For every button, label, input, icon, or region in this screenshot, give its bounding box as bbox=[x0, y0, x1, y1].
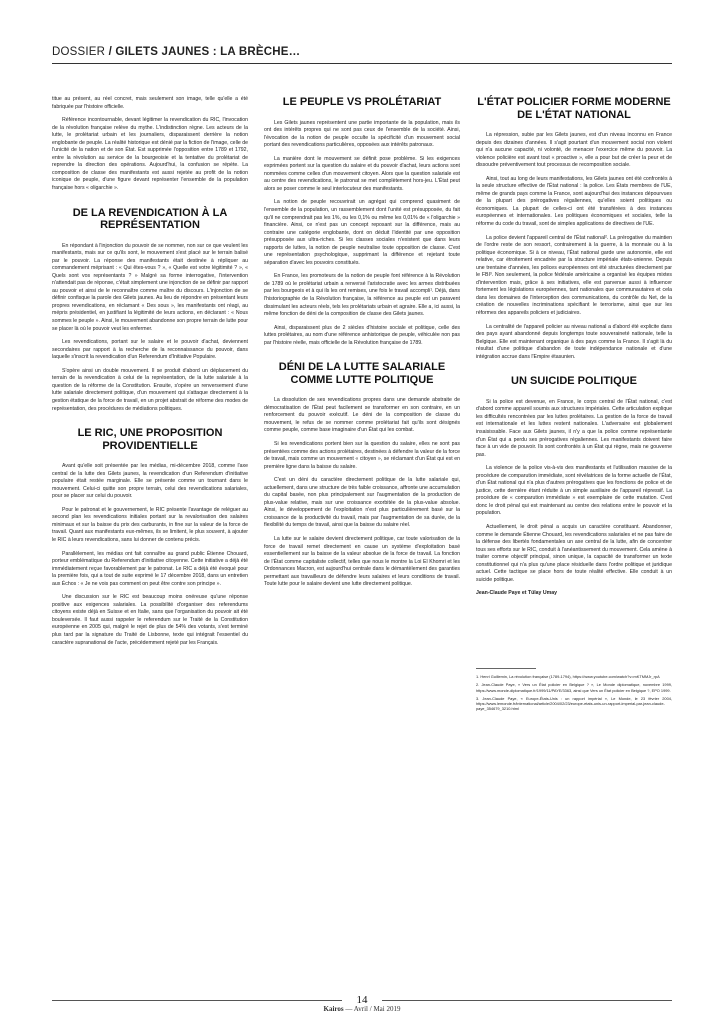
header-rule bbox=[52, 63, 672, 64]
footnote: 3. Jean-Claude Paye, « Europe-États-Unis : un rapport impérial », Le Monde, le 23 février 2004, https://www.lemonde.fr/international/article/2004/02/23/europe-etats-unis-un-rapport-imperial-par-jean-claude-paye_354679_3210.html bbox=[476, 695, 672, 712]
magazine-name: Kairos bbox=[323, 1005, 344, 1013]
paragraph: La dissolution de ses revendications propres dans une demande abstraite de démocratisation de l'État peut facilement se transformer en son contraire, en un renforcement du pouvoir exécutif. Le déni de la composition de classe du mouvement, le refus de se nommer comme prolétariat fait qu'ils sont désignés comme peuple, comme base imaginaire d'un État qui les combat. bbox=[264, 397, 460, 434]
dossier-title: GILETS JAUNES : LA BRÈCHE… bbox=[115, 46, 301, 58]
page-number: 14 bbox=[356, 994, 368, 1006]
column-1 bbox=[52, 96, 248, 653]
paragraph: La lutte sur le salaire devient directement politique, car toute valorisation de la force de travail remet directement en cause un système d'exploitation basé essentiellement sur la baisse de la valeur absolue de la force de travail. La fonction de l'État comme capitaliste collectif, telles que nous le montre la Loi El Khomri et les Ordonnances Macron, est aujourd'hui centrale dans le démantèlement des garanties permettant aux travailleurs de défendre leurs salaires et leurs conditions de travail. Toute lutte pour le salaire devient une lutte directement politique. bbox=[264, 536, 460, 588]
footnote-rule bbox=[476, 668, 536, 669]
paragraph: Actuellement, le droit pénal a acquis un caractère constituant. Abandonner, comme le demande Étienne Chouard, les revendications salariales et ne pas faire de la défense des libertés fondamentales un axe central de la lutte, afin de concentrer tous ses efforts sur le RIC, conduit à l'anéantissement du mouvement. Cela amène à traiter comme objectif principal, sinon unique, la capacité de transformer un texte constitutionnel qui n'a plus qu'une place résiduelle dans l'ordre politique et juridique actuel. Cette tactique se place hors de toute réalité effective. Elle conduit à un suicide politique. bbox=[476, 524, 672, 583]
paragraph: La police devient l'appareil central de l'État national². La prérogative du maintien de l'ordre reste de son ressort, contrairement à la guerre, à la monnaie ou à la politique économique. Si à ce niveau, l'État national garde une autonomie, elle est relative, car étroitement encadrée par la structure impériale états-unienne. Depuis une trentaine d'années, les polices européennes ont été structurées directement par le FBI³. Non seulement, la police fédérale américaine a organisé les équipes mixtes d'intervention mais, grâce à ses initiatives, elle est parvenue aussi à influencer fortement les législations européennes, tant nationales que communautaires et cela dans les domaines de l'interception des communications, du contrôle du Net, de la création de nouvelles incriminations spécifiant le terrorisme, ainsi que sur les réformes des appareils policiers et judiciaires. bbox=[476, 234, 672, 317]
section-heading-suicide: UN SUICIDE POLITIQUE bbox=[511, 375, 637, 388]
paragraph: Les Gilets jaunes représentent une partie importante de la population, mais ils ont des intérêts propres qui ne sont pas ceux de l'ensemble de la société. Ainsi, l'évocation de la notion de peuple occulte la spécificité d'un mouvement social portant des revendications particulières, opposées aux intérêts patronaux. bbox=[264, 119, 460, 149]
paragraph: Si les revendications portent bien sur la question du salaire, elles ne sont pas présentées comme des actions prolétaires, destinées à défendre la valeur de la force de travail, mais comme un mouvement « citoyen », se réclamant d'un État qui est en première ligne dans la baisse du salaire. bbox=[264, 441, 460, 470]
page-header bbox=[52, 46, 300, 58]
paragraph: Ainsi, tout au long de leurs manifestations, les Gilets jaunes ont été confrontés à la seule structure effective de l'État national : la police. Les États membres de l'UE, même de grands pays comme la France, sont aujourd'hui des instances dépourvues de la plupart des prérogatives régaliennes, qu'elles soient politiques ou économiques. La plupart de celles-ci ont été transférées à des instances européennes et internationales. Les politiques économiques et sociales, telle la réforme du code du travail, sont de simples applications de directives de l'UE. bbox=[476, 175, 672, 228]
paragraph: La répression, subie par les Gilets jaunes, est d'un niveau inconnu en France depuis des dizaines d'années. Il s'agit pourtant d'un mouvement social non violent qui n'a aucune capacité, ni volonté, de menacer l'exercice même du pouvoir. La violence policière est avant tout « proactive », elle a pour but de créer la peur et de dissoudre préventivement tout processus de recomposition sociale. bbox=[476, 132, 672, 169]
paragraph: En France, les promoteurs de la notion de peuple font référence à la Révolution de 1789 où le prolétariat urbain a renversé l'aristocratie avec les armes distribuées par les bourgeois et à qui ils les ont remises, une fois le travail accompli¹. Déjà, dans l'historiographie de la Révolution française, la référence au peuple est un paravent dissimulant les acteurs réels, tels les prolétariats urbain et agraire. Elle a, ici aussi, la même fonction de déni de la composition de classe des Gilets jaunes. bbox=[264, 273, 460, 318]
paragraph: Si la police est devenue, en France, le corps central de l'État national, c'est d'abord comme appareil soumis aux structures impériales. Cette articulation explique les difficultés rencontrées par les luttes prolétaires. La gestion de la force de travail est internationale et les luttes restent nationales. L'adversaire est globalement insaisissable. Face aux Gilets jaunes, il n'y a que la police comme représentante d'un État qui a perdu ses prérogatives régaliennes. Les manifestants doivent faire face à un vide de pouvoir. Ils sont confrontés à un État qui règne, mais ne gouverne pas. bbox=[476, 398, 672, 458]
header-separator: / bbox=[105, 46, 116, 58]
publication-info bbox=[0, 1005, 724, 1013]
paragraph: En répondant à l'injonction du pouvoir de se nommer, non sur ce que veulent les manifestants, mais sur ce qu'ils sont, le mouvement s'est placé sur le terrain balisé par le pouvoir. La réponse des manifestants était destinée à répliquer au commandement méprisant : « Qui êtes-vous ? », « Quelle est votre légitimité ? », « Quels sont vos représentants ? » Malgré sa forme interrogative, l'intervention n'attendait pas de réponse, c'était simplement une injonction de se définir par rapport au pouvoir et ainsi de le reconnaître comme maître du discours. L'injonction de se définir confisque la parole des Gilets jaunes. Au lieu de répondre en présentant leurs propres revendications, en réclamant « Des sous », les manifestants ont réagi, au mépris présidentiel, en justifiant la légitimité de leurs actions, en déclarant : « Nous sommes le peuple ». Ainsi, le mouvement abandonne son propre terrain de lutte pour se placer là où le pouvoir veut les enfermer. bbox=[52, 242, 248, 332]
paragraph: Avant qu'elle soit présentée par les médias, mi-décembre 2018, comme l'axe central de la lutte des Gilets jaunes, la revendication d'un Referendum d'initiative populaire était restée marginale. Elle se présente comme un tournant dans le mouvement. Celui-ci quitte son propre terrain, celui des revendications salariales, pour se placer sur celui du pouvoir. bbox=[52, 463, 248, 500]
paragraph: La notion de peuple recouvrirait un agrégat qui comprend quasiment de l'ensemble de la population, un rassemblement dont l'unité est présupposée, du fait qu'il ne comprendrait pas les 1%, ou les 0,1% ou même les 0,01% de « l'oligarchie » financière. Ainsi, ce n'est pas un concept reposant sur la différence, mais au contraire une catégorie englobante, dont on déduit l'identité par une opposition présupposée aux ultra-riches. Si les classes sociales n'existent que dans leurs rapports de luttes, la notion de peuple neutralise toute opposition de classe. C'est une représentation psychologique, supprimant la différence et rejetant toute séparation d'avec les pouvoirs constitués. bbox=[264, 199, 460, 266]
section-heading-revendication: DE LA REVENDICATION À LA REPRÉSENTATION bbox=[72, 206, 228, 232]
paragraph: S'opère ainsi un double mouvement. Il se produit d'abord un déplacement du terrain de la revendication à celui de la représentation, de la lutte salariale à la question de la réforme de la Constitution. Ensuite, s'opère un renversement d'une lutte salariale directement politique, d'un mouvement qui s'attaque directement à la gestion étatique de la force de travail, en un projet abstrait de réforme des modes de représentation, des procédures de médiations politiques. bbox=[52, 367, 248, 412]
paragraph: La violence de la police vis-à-vis des manifestants et l'utilisation massive de la procédure de comparution immédiate, sont révélatrices de la forme actuelle de l'État, d'un État national qui n'a plus d'autres prérogatives que les fonctions de police et de justice, cette dernière étant réduite à un simple auxiliaire de l'appareil répressif. La procédure de « comparution immédiate » est exemplaire de cette mutation. C'est donc le droit pénal qui est maintenant au centre des relations entre le pouvoir et la population. bbox=[476, 465, 672, 517]
paragraph: Ainsi, disparaissent plus de 2 siècles d'histoire sociale et politique, celle des luttes prolétaires, au nom d'une référence anhistorique de peuple, véhiculée non pas par l'histoire réelle, mais officielle de la Révolution française de 1789. bbox=[264, 324, 460, 346]
paragraph: La manière dont le mouvement se définit pose problème. Si les exigences exprimées portent sur la question du salaire et du pouvoir d'achat, leurs actions sont nommées comme celles d'un mouvement citoyen. Alors que la question salariale est au centre des revendications, le patronat se met complètement hors-jeu. L'État peut alors se poser comme le seul interlocuteur des manifestants. bbox=[264, 155, 460, 192]
paragraph: Référence incontournable, devant légitimer la revendication du RIC, l'invocation de la révolution française relève du mythe. L'indistinction règne. Les acteurs de la lutte, le prolétariat urbain et les journaliers, disparaissent derrière la notion englobante de peuple. La réalité historique est dénié par la fiction de l'image, celle de l'unicité de la nation et de son État. Est supprimée l'opposition entre 1789 et 1792, entre la révolution au service de la bourgeoisie et la tentative du prolétariat de reprendre la direction des opérations. Aujourd'hui, la confusion se répète. La composition de classe des manifestants est aussi rejetée au profit de la notion iconique de peuple, d'une figure devant représenter l'ensemble de la population française hors « oligarchie ». bbox=[52, 117, 248, 192]
section-heading-etat-policier: L'ÉTAT POLICIER FORME MODERNE DE L'ÉTAT NATIONAL bbox=[477, 96, 671, 121]
column-3 bbox=[476, 96, 672, 715]
footnote: 1. Henri Guillemin, La révolution française (1789-1794), https://www.youtube.com/watch?v=mKTMMJr_rpA bbox=[476, 673, 660, 679]
paragraph: C'est un déni du caractère directement politique de la lutte salariale qui, actuellement, dans une structure de très faible croissance, affronte une accumulation du capital basée, non plus principalement sur l'augmentation de la production de plus-value relative, mais sur une croissance exorbitée de la plus-value absolue. Ainsi, le développement de l'exploitation n'est plus particulièrement basé sur la croissance de la productivité du travail, mais par l'augmentation de sa durée, de la flexibilité du temps de travail, ainsi que la baisse du salaire réel. bbox=[264, 477, 460, 529]
section-label: DOSSIER bbox=[52, 46, 106, 58]
paragraph: Les revendications, portant sur le salaire et le pouvoir d'achat, deviennent secondaires par rapport à la recherche de la reconnaissance du pouvoir, dans laquelle s'inscrit la revendication d'un Referendum d'Initiative Populaire. bbox=[52, 339, 248, 361]
paragraph: titue au présent, au réel concret, mais seulement son image, telle qu'elle a été fabriquée par l'histoire officielle. bbox=[52, 96, 248, 110]
paragraph: Pour le patronat et le gouvernement, le RIC présente l'avantage de reléguer au second plan les revendications initiales portant sur la revalorisation des salaires minimaux et sur la baisse du prix des carburants, in fine sur la valeur de la force de travail. Quant aux manifestants eux-mêmes, ils se limitent, le plus souvent, à ajouter le RIC à leurs revendications, sans lui donner de contenu précis. bbox=[52, 506, 248, 543]
author-signature: Jean-Claude Paye et Tülay Umay bbox=[476, 590, 558, 597]
section-heading-deni: DÉNI DE LA LUTTE SALARIALE COMME LUTTE POLITIQUE bbox=[278, 361, 446, 386]
page-footer bbox=[0, 994, 724, 1013]
paragraph: Une discussion sur le RIC est beaucoup moins onéreuse qu'une réponse positive aux exigences salariales. La possibilité d'organiser des referendums citoyens existe déjà en Suisse et en Italie, sans que l'organisation du pouvoir ait été bouleversée. Il faut aussi rappeler le referendum sur le Traité de la Constitution européenne en 2005 qui, malgré le rejet de plus de 54% des votants, s'est terminé plus tard par la signature du Traité de Lisbonne, texte qui intégrait l'essentiel du caractère supranational de l'acte, précédemment rejeté par les Français. bbox=[52, 594, 248, 646]
issue-date: — Avril / Mai 2019 bbox=[343, 1005, 401, 1013]
footnote: 2. Jean-Claude Paye, « Vers un État policier en Belgique ? », Le Monde diplomatique, novembre 1999, https://www.monde-diplomatique.fr/1999/11/PAYE/3363, ainsi que Vers un État policier en Belgique ?, EPO 1999. bbox=[476, 682, 672, 693]
section-heading-peuple: LE PEUPLE VS PROLÉTARIAT bbox=[282, 96, 442, 108]
column-2 bbox=[264, 96, 460, 595]
section-heading-ric: LE RIC, UNE PROPOSITION PROVIDENTIELLE bbox=[77, 427, 223, 452]
paragraph: La centralité de l'appareil policier au niveau national a d'abord été explicite dans des pays ayant abandonné depuis longtemps toute souveraineté nationale, telle la Belgique. Elle est maintenant organique à des pays comme la France. Il s'agit là du résultat d'une politique d'abandon de toute indépendance nationale et d'une intégration accrue dans l'Empire étasunien. bbox=[476, 323, 672, 360]
paragraph: Parallèlement, les médias ont fait connaître au grand public Étienne Chouard, porteur emblématique du Referendum d'initiative citoyenne. Cette initiative a déjà été immédiatement reçue favorablement par le patronat. Le RIC a déjà été évoqué pour la première fois, qui a tout de suite exprimé le 17 décembre 2018, dans un entretien aux Échos : « Je ne vois pas comment on peut être contre son principe ». bbox=[52, 550, 248, 587]
